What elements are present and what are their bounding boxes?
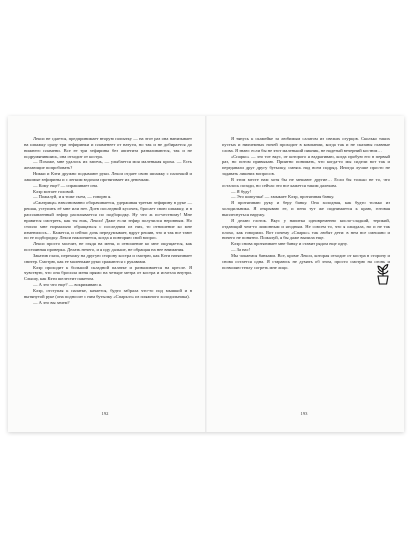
potted-plant-icon xyxy=(374,262,392,286)
right-page xyxy=(222,136,390,270)
left-page-number: 192 xyxy=(101,411,109,416)
right-paragraph-1: Я тянусь к скамейке за любимым салатом из свежих огурцов. Сколько таких пустых и никчемных ночей проходит в компании, когда так и не сказаны главные слова. Я знаю: если бы не этот маленький пикник, не надетый вечерний костюм… xyxy=(222,136,390,153)
left-paragraph-13: — А это вы зачем? xyxy=(33,299,70,305)
right-paragraph-10: Мы чокаемся банками. Все, кроме Лекси, которая отходит от костра в сторону и снова остается одна. Я стараюсь не думать об этом, просто смотрю на огонь и позволяю теплу согреть мне лицо. xyxy=(222,252,390,270)
left-paragraph-3: Никки и Кэти дружно подымают руки. Лекси отдает свою шпажку с палочкой и лакомые зефирины и с легким вздохом протягивает их девочкам. xyxy=(24,171,192,182)
right-paragraph-9: — За нас! xyxy=(231,247,251,253)
right-paragraph-8: Клэр снова протягивает мне банку и ставит рядом еще одну. xyxy=(231,241,348,247)
right-paragraph-3: В этом месте нам хотя бы не мешают другие… Если бы только не то, что осталось позади, но сейчас это все кажется таким далеким. xyxy=(222,176,390,188)
right-paragraph-4: — Я буду! xyxy=(231,188,252,194)
left-paragraph-1: Лекси не сдается, предпринимает вторую попытку — на этот раз она нанизывает на шпажку сразу три зефиринки и пламенеет от натуги, но так и не добирается до нижнего пламени. Все ее три зефирины без аппетита разваливаются, так и не подрумянившись, она отходит от костра. xyxy=(24,136,192,159)
left-paragraph-11: — А это что еще? — вскрикиваю я. xyxy=(33,282,102,288)
left-paragraph-7: «Сжатрица» взволнованно оборачивается, удерживая третью зефирину в руке — решая, уступить её мне или нет. Доев последний кусочек, бросает свою шпажку, и в расплавленный зефир расплывается по подбородку. Ну что ж по-честному! Мне нравится смотреть, как ты ешь, Лекси! Даже если зефир получился неровным. Но стоило мне нормально обращаться с последним из них, то отношение ко мне изменилось… Кажется, и сейчас дочь передумывает, вдруг решив, что и так все тают по ее подбородку. Лекси наклоняется, когда я повторяю свой вопрос. xyxy=(24,200,192,241)
left-paragraph-9: Закатив глаза, перехожу на другую сторону костра и смотрю, как Кэти натягивает свитер. Смотрю, как ее маленькие руки сражаются с рукавами. xyxy=(24,252,192,264)
right-page-number: 193 xyxy=(300,411,308,416)
left-paragraph-4: — Кому еще? — спрашивает она. xyxy=(33,182,99,188)
left-page xyxy=(24,136,192,305)
right-paragraph-5: — Это шипучка! — хмыкает Клэр, протягивая банку. xyxy=(231,194,335,200)
right-paragraph-2: «Спаркс» — это тот вкус, от которого я вздрагиваю, когда пробую его в первый раз, но потом привыкаю. Приятно понимать, что когда-то мы сидели вот так и передавали друг другу бутылку, смеясь над всем подряд. Иногда лучше просто не задавать лишних вопросов. xyxy=(222,153,390,177)
left-paragraph-8: Лекси просто молчит, не глядя на меня, и отношение ко мне ощущается, как постоянная проверка. Делать нечего, и я иду дальше, не обращая на нее внимания. xyxy=(24,241,192,253)
left-paragraph-10: Клэр проходит к большой складной палатке и разваливается на кресле. Я чувствую, что она бросила меня прямо на четыре метра от костра и исчезла внутри. Слышу, как Кэти шелестит пакетом. xyxy=(24,264,192,282)
right-paragraph-7: Я делаю глоток. Вкус у напитка одновременно кисло-сладкий, терпкий, отдающий чем-то лимонным и ягодным. Не совсем то, что я ожидала, но и не так плохо, как говорили. Вот почему «Спаркс» так любят дети: в нем все смешано и ничего не понятно. Пожалуй, я бы даже выпила еще. xyxy=(222,217,390,241)
book-gutter xyxy=(205,116,207,432)
left-paragraph-5: Клэр мотает головой. xyxy=(33,188,75,194)
left-paragraph-12: Клэр, отступая к палатке, качается, будто забрала что-то под мышкой и в вытянутой руке (она подносит с ним бутылку «Спарклз» из пляжного холодильника). xyxy=(24,287,192,299)
left-paragraph-6: — Пожалуй, и я тоже съем, — говорю я. xyxy=(33,194,112,200)
right-paragraph-6: Я протягиваю руку и беру банку. Она холодная, как будто только из холодильника. Я открываю ее, и пена тут же поднимается к краю, готовая выплеснуться наружу. xyxy=(222,200,390,217)
left-paragraph-2: — Похоже, мне удалось их запечь, — улыбается моя маленькая кроха. — Есть желающие попробовать? xyxy=(24,159,192,171)
book-spread xyxy=(8,116,404,432)
